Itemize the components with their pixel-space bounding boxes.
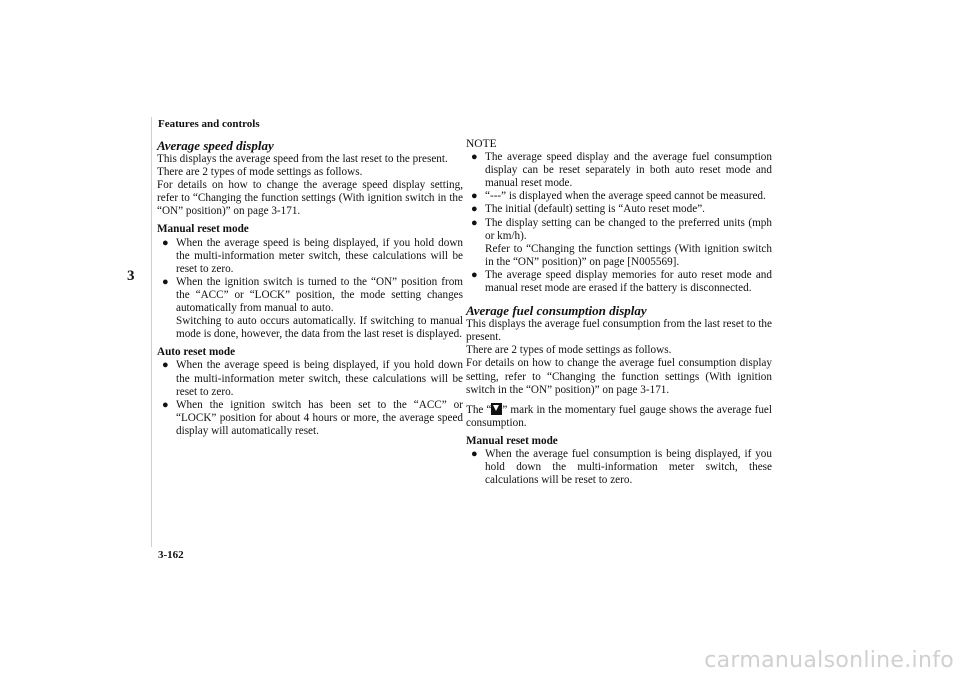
mark-text-after: ” mark in the momentary fuel gauge shows the average fuel consumption. bbox=[466, 403, 773, 429]
note-bullet bbox=[466, 203, 772, 216]
auto-reset-heading: Auto reset mode bbox=[157, 346, 236, 359]
bullet-text: The initial (default) setting is “Auto reset mode”. bbox=[485, 203, 705, 216]
bullet-icon: ● bbox=[162, 398, 169, 411]
page-number: 3-162 bbox=[158, 549, 184, 561]
bullet-icon: ● bbox=[471, 216, 478, 229]
intro-paragraph: For details on how to change the average speed display setting, refer to “Changing the function settings (With ignition switch in the “ON” position)” on page 3-171. bbox=[157, 179, 463, 218]
bullet-text: “---” is displayed when the average speed cannot be measured. bbox=[485, 190, 766, 203]
bullet-continuation: Switching to auto occurs automatically. If switching to manual mode is done, however, the data from the last reset is displayed. bbox=[176, 315, 463, 341]
intro-paragraph: For details on how to change the average fuel consumption display setting, refer to “Changing the function settings (With ignition switch in the “ON” position)” on page 3-171. bbox=[466, 357, 772, 396]
bullet-text: When the ignition switch has been set to the “ACC” or “LOCK” position for about 4 hours or more, the average speed display will automatically reset. bbox=[176, 398, 463, 437]
bullet-continuation: Refer to “Changing the function settings (With ignition switch in the “ON” position)” on page [N005569]. bbox=[485, 242, 772, 268]
note-bullet bbox=[466, 151, 772, 190]
mark-text-before: The “ bbox=[466, 403, 492, 416]
bullet-icon: ● bbox=[162, 236, 169, 249]
bullet-item bbox=[157, 359, 463, 398]
intro-paragraph: This displays the average speed from the last reset to the present. bbox=[157, 153, 448, 165]
section-header: Features and controls bbox=[158, 118, 260, 130]
manual-reset-heading: Manual reset mode bbox=[466, 434, 558, 447]
average-fuel-title: Average fuel consumption display bbox=[466, 303, 647, 319]
bullet-icon: ● bbox=[471, 203, 478, 216]
fuel-gauge-mark-icon bbox=[491, 403, 502, 415]
bullet-item bbox=[466, 448, 772, 487]
bullet-item bbox=[157, 276, 463, 341]
note-bullet bbox=[466, 217, 772, 269]
bullet-text: The average speed display memories for auto reset mode and manual reset mode are erased if the battery is disconnected. bbox=[485, 268, 772, 295]
bullet-text: When the average speed is being displayed, if you hold down the multi-information meter switch, these calculations will be reset to zero. bbox=[176, 359, 463, 398]
chapter-tab bbox=[124, 117, 152, 547]
manual-reset-heading: Manual reset mode bbox=[157, 223, 249, 236]
right-column bbox=[466, 138, 772, 487]
bullet-text: When the average speed is being displayed, if you hold down the multi-information meter switch, these calculations will be reset to zero. bbox=[176, 236, 463, 275]
bullet-icon: ● bbox=[471, 447, 478, 460]
bullet-item bbox=[157, 237, 463, 276]
note-bullet bbox=[466, 190, 772, 203]
bullet-icon: ● bbox=[162, 359, 169, 372]
average-speed-title: Average speed display bbox=[157, 138, 274, 153]
bullet-icon: ● bbox=[471, 151, 478, 164]
intro-paragraph: This displays the average fuel consumption from the last reset to the present. bbox=[466, 318, 772, 344]
chapter-number: 3 bbox=[127, 268, 135, 284]
bullet-text: The average speed display and the average fuel consumption display can be reset separately in both auto reset mode and manual reset mode. bbox=[485, 151, 772, 190]
bullet-text: The display setting can be changed to the preferred units (mph or km/h). bbox=[485, 216, 772, 242]
bullet-icon: ● bbox=[471, 190, 478, 203]
left-column bbox=[157, 138, 463, 438]
watermark: carmanualsonline.info bbox=[704, 648, 954, 673]
bullet-text: When the average fuel consumption is being displayed, if you hold down the multi-information meter switch, these calculations will be reset to zero. bbox=[485, 447, 772, 487]
gauge-mark-paragraph bbox=[466, 403, 772, 430]
intro-paragraph: There are 2 types of mode settings as follows. bbox=[466, 344, 672, 357]
bullet-item bbox=[157, 399, 463, 438]
intro-paragraph: There are 2 types of mode settings as follows. bbox=[157, 166, 363, 179]
bullet-text: When the ignition switch is turned to the “ON” position from the “ACC” or “LOCK” position, the mode setting changes automatically from manual to auto. bbox=[176, 275, 463, 315]
bullet-icon: ● bbox=[162, 275, 169, 288]
bullet-icon: ● bbox=[471, 268, 478, 281]
note-heading: NOTE bbox=[466, 138, 497, 150]
note-bullet bbox=[466, 269, 772, 295]
